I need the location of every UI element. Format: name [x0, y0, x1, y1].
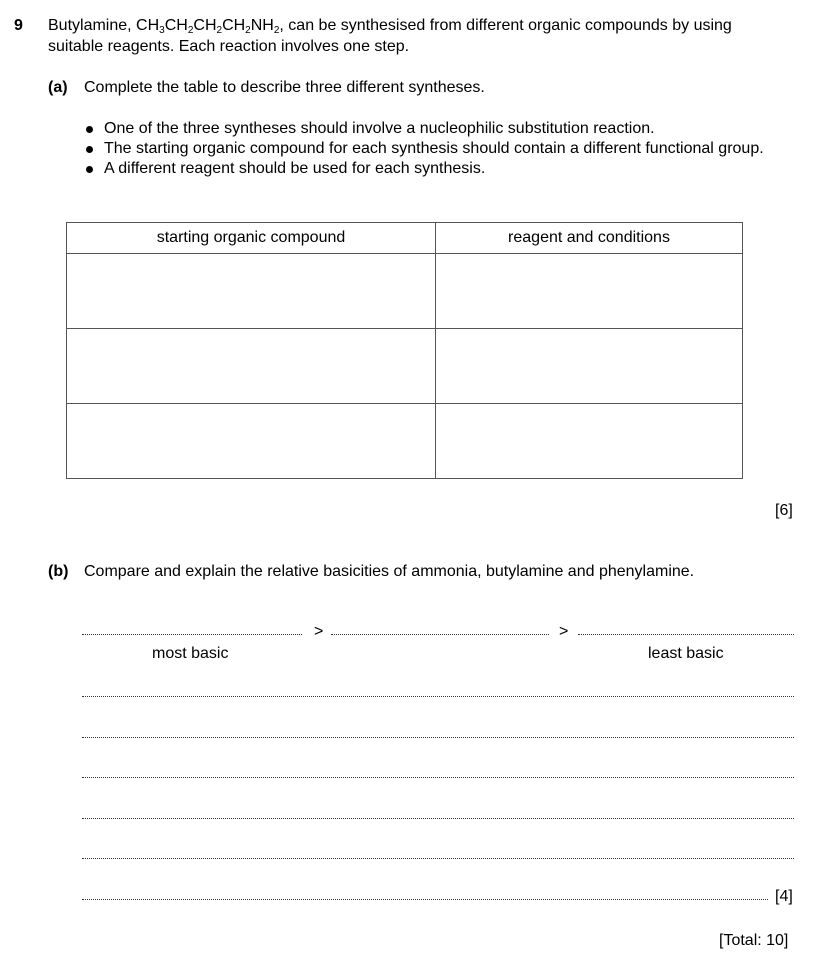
answer-line[interactable] [82, 858, 794, 859]
answer-line-middle[interactable] [331, 634, 549, 635]
answer-cell[interactable] [436, 254, 743, 329]
answer-cell[interactable] [67, 254, 436, 329]
total-marks: [Total: 10] [719, 932, 789, 949]
answer-line[interactable] [82, 777, 794, 778]
table-row [67, 329, 743, 404]
answer-cell[interactable] [67, 404, 436, 479]
answer-line[interactable] [82, 899, 768, 900]
formula-subscript: 2 [273, 25, 280, 36]
formula-part: CH [164, 17, 188, 34]
part-b-label: (b) [48, 563, 69, 580]
bullet-item: One of the three syntheses should involve a nucleophilic substitution reaction. [84, 119, 796, 139]
greater-than-symbol: > [314, 623, 324, 640]
header-reagent-conditions: reagent and conditions [436, 223, 743, 254]
bullet-item: The starting organic compound for each synthesis should contain a different functional group. [84, 139, 796, 159]
table-header-row [67, 223, 743, 254]
formula-subscript: 2 [216, 25, 223, 36]
answer-line[interactable] [82, 696, 794, 697]
answer-line[interactable] [82, 818, 794, 819]
formula-subscript: 2 [245, 25, 251, 36]
answer-line-least-basic[interactable] [578, 634, 794, 635]
least-basic-label: least basic [648, 645, 724, 662]
part-a-label: (a) [48, 79, 68, 96]
answer-line-most-basic[interactable] [82, 634, 302, 635]
intro-text: Butylamine, [48, 17, 137, 34]
part-b-instruction: Compare and explain the relative basicities of ammonia, butylamine and phenylamine. [84, 563, 695, 580]
most-basic-label: most basic [152, 645, 229, 662]
butylamine-formula [136, 17, 279, 34]
bullet-item: A different reagent should be used for each synthesis. [84, 159, 796, 179]
synthesis-table [66, 222, 743, 479]
part-b-marks: [4] [775, 888, 793, 905]
answer-line[interactable] [82, 737, 794, 738]
question-intro-line2: suitable reagents. Each reaction involves one step. [48, 38, 410, 55]
formula-part: NH [250, 17, 274, 34]
formula-subscript: 3 [159, 25, 165, 36]
question-number: 9 [14, 17, 23, 34]
part-a-marks: [6] [775, 502, 793, 519]
formula-part: CH [222, 17, 246, 34]
part-a-instruction: Complete the table to describe three different syntheses. [84, 79, 485, 96]
header-starting-compound: starting organic compound [67, 223, 436, 254]
formula-part: CH [193, 17, 217, 34]
formula-subscript: 2 [187, 25, 194, 36]
answer-cell[interactable] [436, 329, 743, 404]
table-row [67, 404, 743, 479]
formula-part: CH [136, 17, 160, 34]
greater-than-symbol: > [559, 623, 569, 640]
intro-text: , can be synthesised from different organic compounds by using [279, 17, 732, 34]
part-a-bullets [84, 119, 796, 179]
answer-cell[interactable] [67, 329, 436, 404]
answer-cell[interactable] [436, 404, 743, 479]
table-row [67, 254, 743, 329]
question-intro [48, 17, 732, 35]
